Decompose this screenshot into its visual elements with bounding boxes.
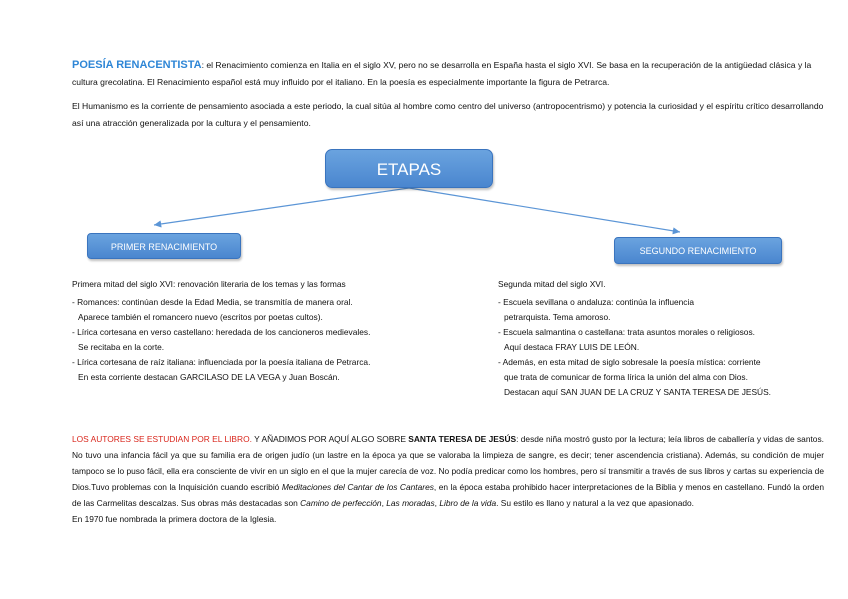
intro-text: : el Renacimiento comienza en Italia en el siglo XV, pero no se desarrolla en España hasta el siglo XVI. Se basa en la recuperación de la antigüedad clásica y la cultura grecolatina. El Renacimiento español está muy influido por el italiano. En la poesía es especialmente importante la figura de Petrarca.: [72, 60, 812, 87]
primer-renacimiento-box: PRIMER RENACIMIENTO: [87, 233, 241, 259]
author-name: SANTA TERESA DE JESÚS: [408, 434, 517, 444]
list-item: - Lírica cortesana de raíz italiana: influenciada por la poesía italiana de Petrarca.: [72, 357, 371, 367]
section-title: POESÍA RENACENTISTA: [72, 59, 202, 71]
list-item: En esta corriente destacan GARCILASO DE LA VEGA y Juan Boscán.: [78, 372, 340, 382]
work-title: Libro de la vida: [439, 498, 497, 508]
work-title: Las moradas: [386, 498, 435, 508]
primer-column: [72, 277, 492, 385]
list-item: Aparece también el romancero nuevo (escritos por poetas cultos).: [78, 312, 323, 322]
segundo-heading: Segunda mitad del siglo XVI.: [498, 279, 606, 289]
list-item: - Lírica cortesana en verso castellano: heredada de los cancioneros medievales.: [72, 327, 371, 337]
autores-paragraph: LOS AUTORES SE ESTUDIAN POR EL LIBRO. Y AÑADIMOS POR AQUÍ ALGO SOBRE SANTA TERESA DE JESÚS: desde niña mostró gusto por la lectura; leía libros de caballería y vidas de santos. No tuvo una infancia fácil ya que su familia era de origen judío (un lastre en la época ya que se valoraba la limpieza de sangre, es decir; tener ascendencia cristiana). Además, su condición de mujer tampoco se lo puso fácil, ella era consciente de vivir en un siglo en el que la mujer carecía de voz. No podía predicar como los hombres, pero sí transmitir a través de sus libros y cartas su experiencia de Dios.Tuvo problemas con la Inquisición cuando escribió Meditaciones del Cantar de los Cantares, en la época estaba prohibido hacer interpretaciones de la Biblia y menos en castellano. Fundó la orden de las Carmelitas descalzas. Sus obras más destacadas son Camino de perfección, Las moradas, Libro de la vida. Su estilo es llano y natural a la vez que apasionado. En 1970 fue nombrada la primera doctora de la Iglesia.: [72, 434, 824, 524]
list-item: - Romances: continúan desde la Edad Media, se transmitía de manera oral.: [72, 297, 353, 307]
primer-heading: Primera mitad del siglo XVI: renovación literaria de los temas y las formas: [72, 279, 346, 289]
list-item: petrarquista. Tema amoroso.: [504, 312, 611, 322]
segundo-column: [498, 277, 828, 400]
etapas-box: ETAPAS: [325, 149, 493, 188]
list-item: que trata de comunicar de forma lírica la unión del alma con Dios.: [504, 372, 748, 382]
list-item: - Además, en esta mitad de siglo sobresale la poesía mística: corriente: [498, 357, 761, 367]
arrow-to-primer: [154, 188, 409, 225]
list-item: Se recitaba en la corte.: [78, 342, 165, 352]
humanism-paragraph: El Humanismo es la corriente de pensamiento asociada a este periodo, la cual sitúa al hombre como centro del universo (antropocentrismo) y potencia la curiosidad y el espíritu crítico desarrollando así una atracción generalizada por la cultura y el pensamiento.: [72, 101, 824, 128]
list-item: Destacan aquí SAN JUAN DE LA CRUZ Y SANTA TERESA DE JESÚS.: [504, 387, 772, 397]
work-title: Meditaciones del Cantar de los Cantares: [281, 482, 434, 492]
arrow-to-segundo: [409, 188, 680, 232]
list-item: Aquí destaca FRAY LUIS DE LEÓN.: [504, 342, 640, 352]
autores-note: LOS AUTORES SE ESTUDIAN POR EL LIBRO.: [72, 434, 252, 444]
list-item: - Escuela salmantina o castellana: trata asuntos morales o religiosos.: [498, 327, 755, 337]
segundo-renacimiento-box: SEGUNDO RENACIMIENTO: [614, 237, 782, 264]
last-line: En 1970 fue nombrada la primera doctora de la Iglesia.: [72, 514, 277, 524]
work-title: Camino de perfección: [300, 498, 382, 508]
list-item: - Escuela sevillana o andaluza: continúa la influencia: [498, 297, 695, 307]
